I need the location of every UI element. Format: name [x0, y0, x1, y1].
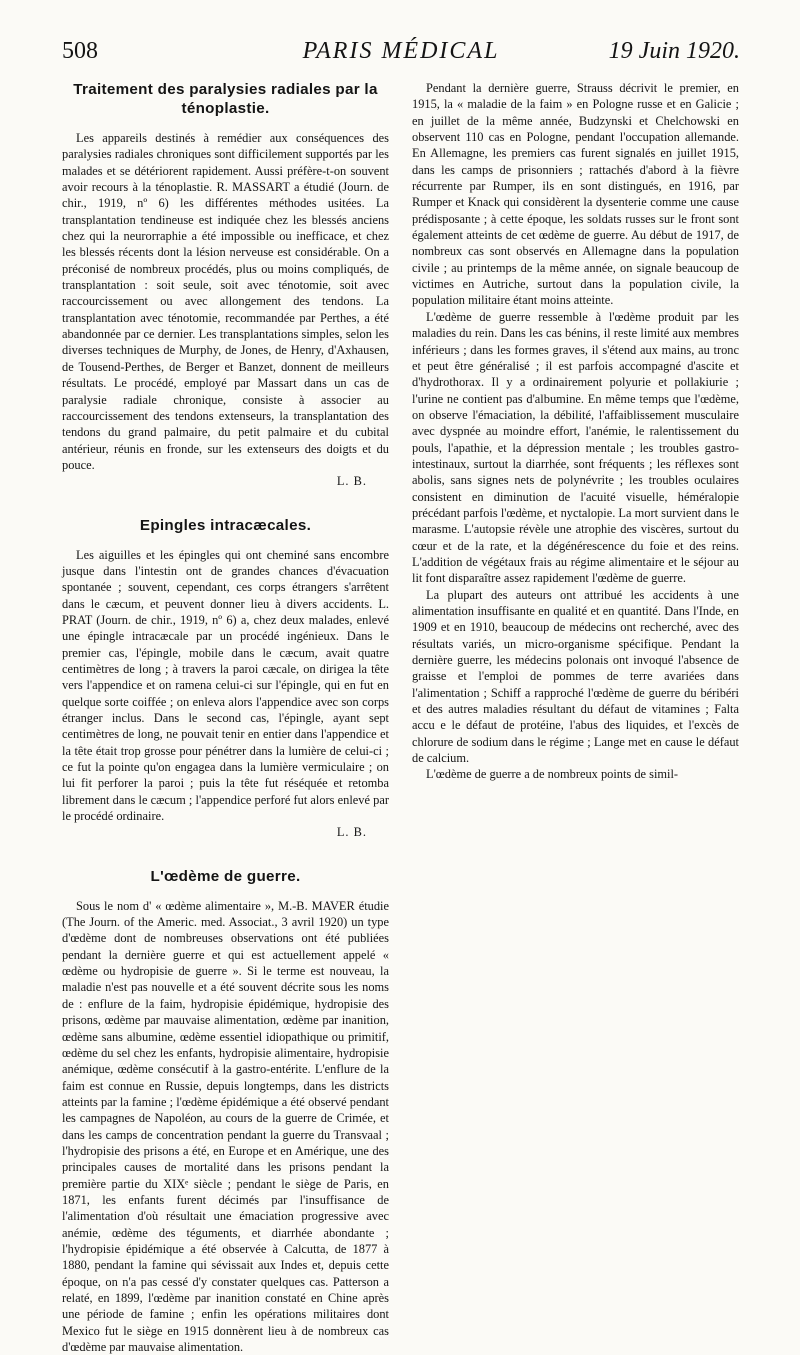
- page-number: 508: [62, 38, 98, 64]
- journal-title: PARIS MÉDICAL: [302, 38, 500, 64]
- article-signature: L. B.: [336, 825, 367, 840]
- article-paragraph: L'œdème de guerre ressemble à l'œdème produit par les maladies du rein. Dans les cas bénins, il reste limité aux membres inférieurs ; dans les formes graves, il s'étend aux mains, au tronc et peut être généralisé ; il est parfois accompagné d'ascite et d'hydrothorax. Il y a ordinairement polyurie et pollakiurie ; l'urine ne contient pas d'albumine. En même temps que l'œdème, on observe l'émaciation, la débilité, l'affaiblissement musculaire avec dyspnée au moindre effort, l'anémie, le ralentissement du pouls, l'apathie, et la dépression mentale ; les troubles gastro-intestinaux, surtout la diarrhée, sont fréquents ; les réflexes sont abolis, sans signes nets de polynévrite ; les troubles oculaires consistent en diminution de l'acuité visuelle, héméralopie précédant parfois l'œdème, et nyctalopie. La mort survient dans le marasme. L'autopsie révèle une atrophie des viscères, surtout du cœur et de la rate, et la dégénérescence du foie et des reins. L'addition de végétaux frais au régime alimentaire et le séjour au lit font disparaître assez rapidement l'œdème de guerre.: [412, 309, 739, 586]
- article-paragraph: La plupart des auteurs ont attribué les accidents à une alimentation insuffisante en qualité et en quantité. Dans l'Inde, en 1909 et en 1910, beaucoup de médecins ont recherché, avec des résultats variés, un micro-organisme spécifique. Pendant la dernière guerre, les médecins polonais ont invoqué l'absence de graisse et l'emploi de pommes de terre avariées dans l'alimentation ; Schiff a rapproché l'œdème de guerre du béribéri et des autres maladies résultant du défaut de vitamines ; Falta accu e le défaut de protéine, l'abus des liquides, et l'excès de chlorure de sodium dans le régime ; Lange met en cause le défaut de calcium.: [412, 587, 739, 766]
- article-signature: L. B.: [336, 474, 367, 489]
- article-body-radial-paralysis: Les appareils destinés à remédier aux conséquences des paralysies radiales chroniques sont difficilement supportés par les malades et se détériorent rapidement. Aussi préfère-t-on souvent avoir recours à la ténoplastie. R. MASSART a étudié (Journ. de chir., 1919, nº 6) les différentes méthodes usitées. La transplantation tendineuse est indiquée chez les blessés anciens chez qui la neurorraphie a été impossible ou inefficace, et chez les blessés récents dont la lésion nerveuse est considérable. On a préconisé de nombreux procédés, plus ou moins compliqués, de transplantation : soit seule, soit avec ténotomie, soit avec raccourcissement ou avec allongement des tendons. La transplantation avec ténotomie, recommandée par Perthes, a été abandonnée par ce dernier. Les transplantations simples, selon les diverses techniques de Murphy, de Jones, de Henry, d'Axhausen, de Tousend-Perthes, de Berger et Banzet, donnent de meilleurs résultats. Le procédé, employé par Massart dans un cas de paralysie radiale chronique, consiste à associer au raccourcissement des tendons extenseurs, la transplantation des tendons du grand palmaire, du petit palmaire et du cubital antérieur, réunis en fronde, sur les extenseurs des doigts et du pouce.: [62, 131, 389, 472]
- page-header: [62, 38, 740, 74]
- article-paragraph: Pendant la dernière guerre, Strauss décrivit le premier, en 1915, la « maladie de la faim » en Pologne russe et en Galicie ; en juillet de la même année, Budzynski et Chelchowski en observent 110 cas en Pologne, pendant l'occupation allemande. En Allemagne, les premiers cas furent signalés en juillet 1915, dans les camps de prisonniers ; rattachés d'abord à la fièvre récurrente par Rumper, ils en sont distingués, en 1916, par Rumper et Knack qui considèrent la dysenterie comme une cause prédisposante ; à cette époque, les soldats russes sur le front sont également atteints de cet œdème de guerre. Au début de 1917, de nombreux cas sont observés en Allemagne dans la population civile ; au printemps de la même année, on signale beaucoup de victimes en Autriche, surtout dans la population civile, la population militaire étant moins atteinte.: [412, 81, 739, 308]
- article-body-pins: Les aiguilles et les épingles qui ont cheminé sans encombre jusque dans l'intestin ont de grandes chances d'évacuation spontanée ; souvent, cependant, ces corps étrangers s'arrêtent dans le cæcum, et peuvent donner lieu à divers accidents. L. PRAT (Journ. de chir., 1919, nº 6) a, chez deux malades, enlevé une épingle intracæcale par un procédé ingénieux. Dans le premier cas, l'épingle, mobile dans le cæcum, avait quatre centimètres de long ; à travers la paroi cæcale, on dirigea la tête vers l'appendice et on ramena celui-ci sur l'épingle, qui en fut en quelque sorte coiffée ; on enleva alors l'appendice avec son corps étranger inclus. Dans le second cas, l'épingle, ayant sept centimètres de long, ne pouvait tenir en entier dans l'appendice et la tête était trop grosse pour pénétrer dans la lumière de celui-ci ; ce fut la pointe qu'on engagea dans la lumière vermiculaire ; on lui fit perforer la paroi ; puis la tête fut réséquée et retomba librement dans le cæcum ; l'appendice perforé fut alors enlevé par le procédé ordinaire.: [62, 547, 389, 824]
- issue-date: 19 Juin 1920.: [608, 38, 740, 64]
- article-title-war-edema: L'œdème de guerre.: [150, 867, 301, 885]
- article-title-pins: Epingles intracæcales.: [139, 516, 312, 534]
- right-column: [412, 80, 739, 783]
- article-title-radial-paralysis: Traitement des paralysies radiales par la ténoplastie.: [73, 81, 378, 117]
- left-column: [62, 80, 389, 1355]
- article-paragraph: L'œdème de guerre a de nombreux points de simil-: [426, 767, 679, 782]
- article-paragraph: Sous le nom d' « œdème alimentaire », M.-B. MAVER étudie (The Journ. of the Americ. med. Associat., 3 avril 1920) un type d'œdème dont de nombreuses observations ont été publiées pendant la dernière guerre et qui est actuellement appelé « œdème ou hydropisie de guerre ». Si le terme est nouveau, la maladie n'est pas nouvelle et a été souvent décrite sous les noms de : enflure de la faim, hydropisie épidémique, hydropisie des prisons, œdème par mauvaise alimentation, œdème par inanition, œdème sans albumine, œdème essentiel idiopathique ou primitif, œdème du sel chez les enfants, hydropisie alimentaire, hydropisie anémique, œdème consécutif à la gastro-entérite. L'enflure de la faim est connue en Russie, depuis longtemps, dans les districts atteints par la famine ; l'œdème épidémique a été observé pendant les campagnes de Napoléon, au cours de la guerre de Crimée, et dans les camps de concentration pendant la guerre du Transvaal ; l'hydropisie des prisons a été, en Europe et en Amérique, une des principales causes de mortalité dans les prisons pendant la première partie du XIXᵉ siècle ; pendant le siège de Paris, en 1871, les enfants furent décimés par l'insuffisance de l'alimentation d'où résultait une émaciation progressive avec anémie, œdème des téguments, et diarrhée abondante ; l'hydropisie épidémique a été observée à Calcutta, de 1877 à 1880, pendant la famine qui sévissait aux Indes et, depuis cette époque, on n'a pas cessé d'y constater quelques cas. Patterson a relaté, en 1899, l'œdème par inanition constaté en Chine après une période de famine ; enfin les opérations militaires dont Mexico fut le siège en 1915 donnèrent lieu à de nombreux cas d'œdème par mauvaise alimentation.: [62, 898, 389, 1355]
